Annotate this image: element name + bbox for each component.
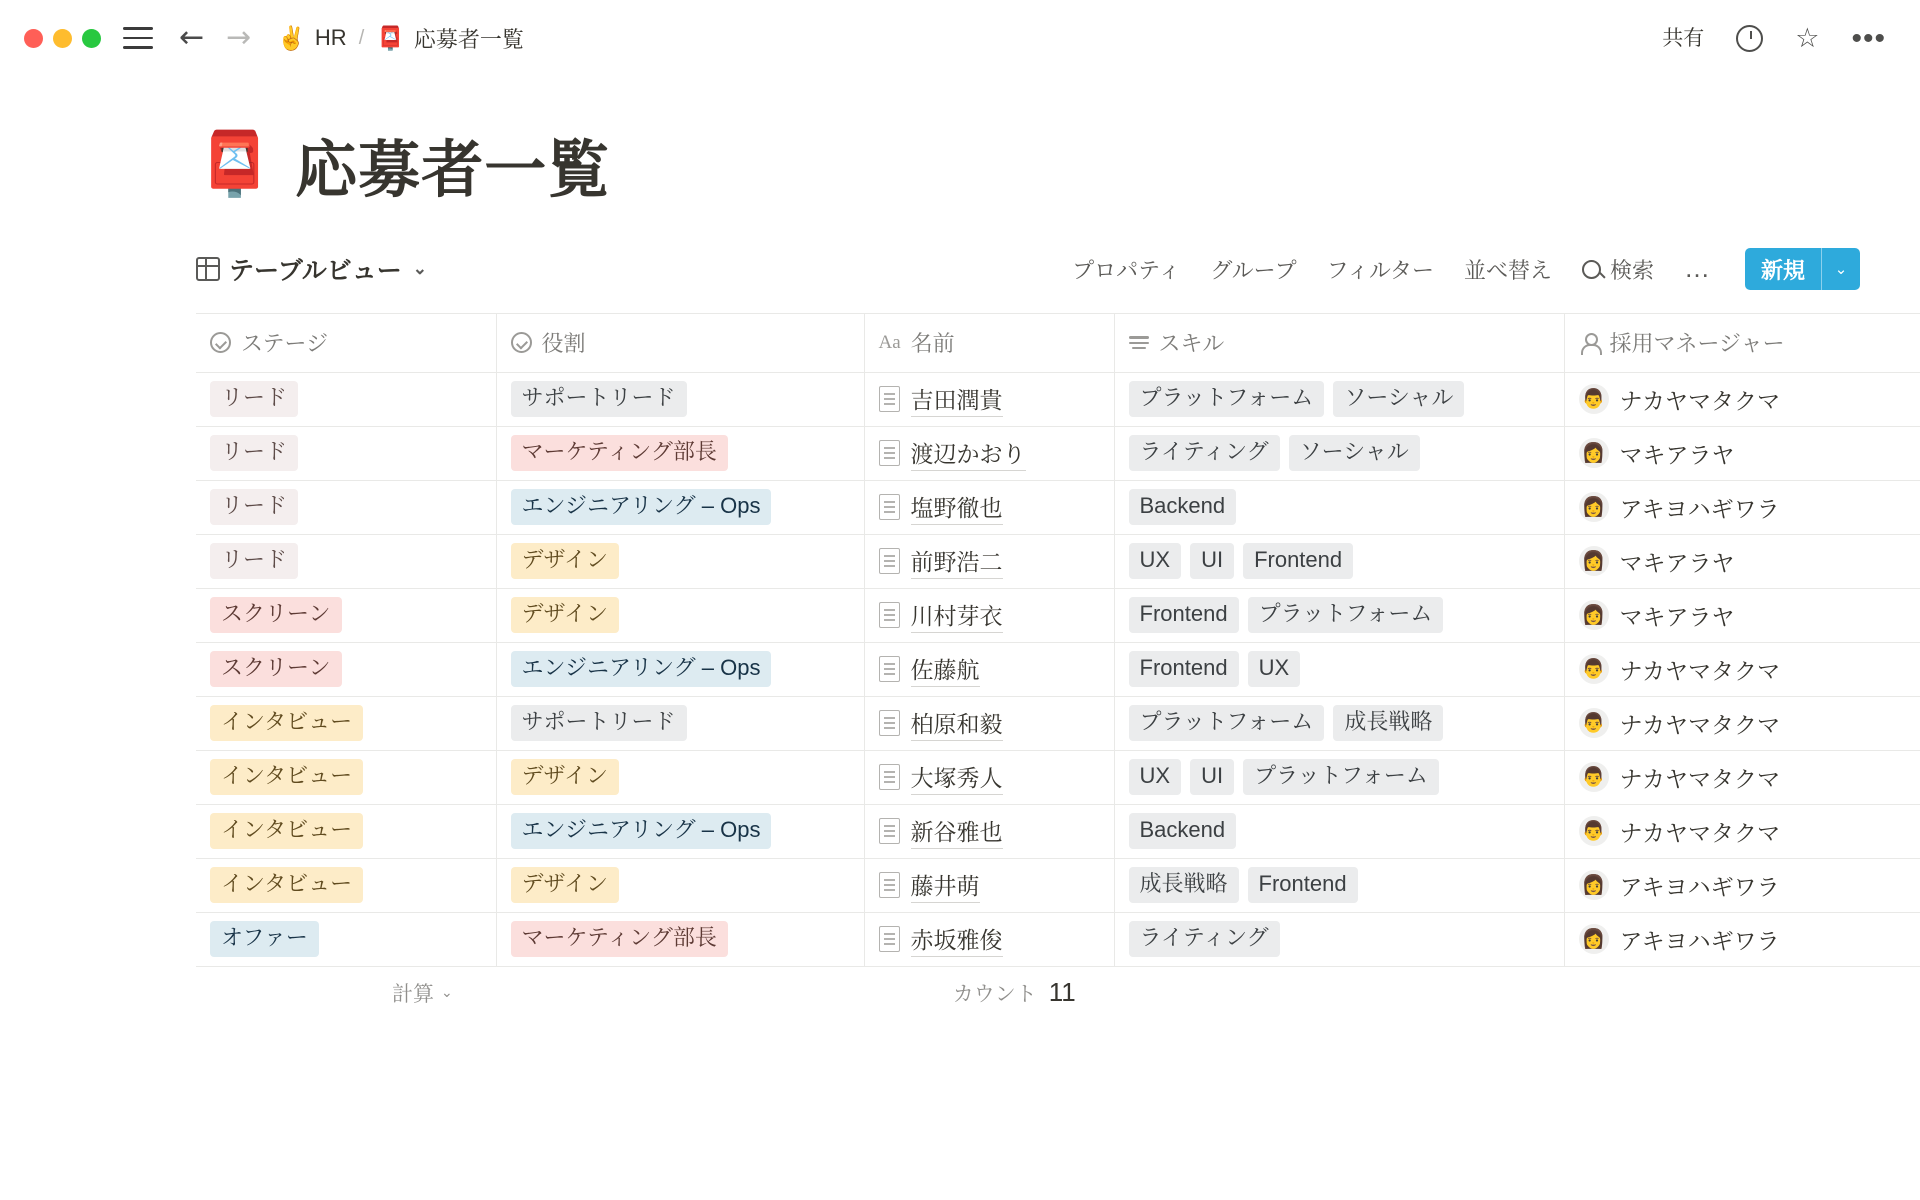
cell-name[interactable] [864, 804, 1114, 858]
view-name-label: テーブルビュー [229, 257, 402, 285]
cell-role[interactable] [496, 696, 864, 750]
skill-chip: Backend [1129, 813, 1237, 848]
manager-name-label: アキヨハギワラ [1619, 873, 1780, 900]
select-icon [210, 332, 231, 353]
stage-chip: インタビュー [210, 813, 363, 848]
person-chip [1579, 491, 1907, 524]
table-row[interactable] [196, 642, 1920, 696]
table-row[interactable] [196, 372, 1920, 426]
person-icon [1579, 332, 1600, 353]
person-chip [1579, 599, 1907, 632]
table-row[interactable] [196, 696, 1920, 750]
cell-skills[interactable] [1114, 480, 1564, 534]
cell-manager[interactable] [1564, 426, 1920, 480]
table-row[interactable] [196, 912, 1920, 966]
person-chip [1579, 383, 1907, 416]
person-chip [1579, 815, 1907, 848]
search-button[interactable] [1582, 254, 1654, 285]
tab-table-view[interactable] [196, 251, 427, 287]
table-row[interactable] [196, 858, 1920, 912]
skill-chip: プラットフォーム [1248, 597, 1444, 632]
name-label: 塩野徹也 [911, 490, 1003, 525]
row-count[interactable] [953, 977, 1076, 1008]
page-title-text[interactable]: 応募者一覧 [295, 136, 611, 205]
cell-role[interactable] [496, 588, 864, 642]
page-link[interactable] [879, 760, 1100, 795]
name-label: 大塚秀人 [911, 760, 1003, 795]
avatar: 👩 [1579, 600, 1609, 630]
table-grid-icon [196, 257, 220, 281]
manager-name-label: ナカヤマタクマ [1619, 819, 1781, 846]
stage-chip: スクリーン [210, 597, 342, 632]
skill-chip: Backend [1129, 489, 1237, 524]
cell-manager[interactable] [1564, 696, 1920, 750]
breadcrumb-separator: / [358, 26, 365, 49]
forward-arrow-icon[interactable]: → [226, 20, 252, 55]
page-link[interactable] [879, 598, 1100, 633]
column-header-label: 採用マネージャー [1609, 331, 1785, 357]
name-label: 藤井萌 [911, 868, 980, 903]
skill-chip: Frontend [1129, 597, 1239, 632]
cell-role[interactable] [496, 750, 864, 804]
group-button[interactable]: グループ [1210, 257, 1297, 283]
person-chip [1579, 707, 1907, 740]
skill-chip: プラットフォーム [1129, 705, 1325, 740]
select-icon [511, 332, 532, 353]
document-icon [879, 818, 900, 844]
person-chip [1579, 545, 1907, 578]
column-header-label: 名前 [910, 331, 955, 357]
avatar: 👩 [1579, 870, 1609, 900]
skill-chip-group [1129, 597, 1550, 632]
cell-manager[interactable] [1564, 534, 1920, 588]
cell-name[interactable] [864, 750, 1114, 804]
role-chip: エンジニアリング – Ops [511, 489, 772, 524]
cell-skills[interactable] [1114, 642, 1564, 696]
cell-skills[interactable] [1114, 534, 1564, 588]
manager-name-label: ナカヤマタクマ [1619, 711, 1781, 738]
cell-stage[interactable] [196, 372, 496, 426]
stage-chip: リード [210, 435, 298, 470]
cell-role[interactable] [496, 858, 864, 912]
filter-button[interactable]: フィルター [1326, 257, 1434, 283]
stage-chip: インタビュー [210, 867, 363, 902]
calculate-label: 計算 [392, 982, 434, 1006]
cell-manager[interactable] [1564, 750, 1920, 804]
skill-chip: ソーシャル [1333, 381, 1464, 416]
skill-chip: UX [1129, 759, 1182, 794]
cell-role[interactable] [496, 534, 864, 588]
breadcrumb [277, 23, 524, 54]
toolbar-actions [1072, 248, 1860, 290]
text-icon: Aa [878, 331, 901, 353]
column-header-manager[interactable] [1564, 314, 1920, 372]
cell-manager[interactable] [1564, 372, 1920, 426]
stage-chip: リード [210, 543, 298, 578]
view-toolbar [196, 247, 1920, 291]
role-chip: デザイン [511, 543, 619, 578]
person-chip [1579, 437, 1907, 470]
table-row[interactable] [196, 750, 1920, 804]
cell-name[interactable] [864, 588, 1114, 642]
column-header-role[interactable] [496, 314, 864, 372]
cell-manager[interactable] [1564, 642, 1920, 696]
cell-role[interactable] [496, 804, 864, 858]
sidebar-toggle-icon[interactable] [123, 27, 153, 49]
search-icon [1582, 260, 1601, 279]
skill-chip: UX [1129, 543, 1182, 578]
view-more-icon[interactable]: … [1683, 253, 1711, 284]
cell-name[interactable] [864, 858, 1114, 912]
cell-role[interactable] [496, 642, 864, 696]
cell-name[interactable] [864, 912, 1114, 966]
cell-skills[interactable] [1114, 426, 1564, 480]
chevron-down-icon: ⌄ [412, 259, 428, 278]
cell-name[interactable] [864, 426, 1114, 480]
cell-name[interactable] [864, 534, 1114, 588]
maximize-window-button[interactable] [82, 29, 101, 48]
skill-chip: UI [1190, 759, 1234, 794]
cell-stage[interactable] [196, 696, 496, 750]
manager-name-label: アキヨハギワラ [1619, 495, 1780, 522]
document-icon [879, 548, 900, 574]
cell-manager[interactable] [1564, 588, 1920, 642]
skill-chip: ライティング [1129, 435, 1280, 470]
peace-hand-icon: ✌️ [277, 24, 306, 51]
cell-stage[interactable] [196, 480, 496, 534]
role-chip: マーケティング部長 [511, 435, 728, 470]
skill-chip: 成長戦略 [1333, 705, 1443, 740]
cell-skills[interactable] [1114, 912, 1564, 966]
document-icon [879, 710, 900, 736]
cell-manager[interactable] [1564, 912, 1920, 966]
table-row[interactable] [196, 480, 1920, 534]
skill-chip: プラットフォーム [1243, 759, 1439, 794]
cell-stage[interactable] [196, 534, 496, 588]
star-icon[interactable]: ☆ [1795, 22, 1820, 53]
name-label: 新谷雅也 [911, 814, 1003, 849]
skill-chip: ライティング [1129, 921, 1280, 956]
skill-chip-group [1129, 543, 1550, 578]
stage-chip: スクリーン [210, 651, 342, 686]
name-label: 前野浩二 [911, 544, 1003, 579]
properties-button[interactable]: プロパティ [1072, 257, 1181, 283]
cell-manager[interactable] [1564, 480, 1920, 534]
cell-stage[interactable] [196, 426, 496, 480]
name-label: 佐藤航 [911, 652, 980, 687]
role-chip: エンジニアリング – Ops [511, 813, 772, 848]
table-row[interactable] [196, 426, 1920, 480]
column-header-name[interactable] [864, 314, 1114, 372]
cell-skills[interactable] [1114, 696, 1564, 750]
skill-chip: UX [1248, 651, 1301, 686]
avatar: 👩 [1579, 438, 1609, 468]
new-button[interactable] [1745, 248, 1860, 290]
skill-chip: UI [1190, 543, 1234, 578]
document-icon [879, 656, 900, 682]
chevron-down-icon: ⌄ [441, 984, 453, 1000]
back-arrow-icon[interactable]: ← [179, 20, 205, 55]
cell-role[interactable] [496, 426, 864, 480]
avatar: 👨 [1579, 816, 1609, 846]
skill-chip: ソーシャル [1289, 435, 1420, 470]
stage-chip: リード [210, 381, 298, 416]
skill-chip-group [1129, 435, 1550, 470]
page-link[interactable] [879, 490, 1100, 525]
cell-skills[interactable] [1114, 372, 1564, 426]
stage-chip: リード [210, 489, 298, 524]
column-header-stage[interactable] [196, 314, 496, 372]
cell-skills[interactable] [1114, 750, 1564, 804]
manager-name-label: マキアラヤ [1619, 603, 1735, 630]
more-dots-icon[interactable]: ••• [1851, 21, 1886, 55]
page-title [0, 76, 1920, 209]
document-icon [879, 386, 900, 412]
manager-name-label: マキアラヤ [1619, 441, 1735, 468]
document-icon [879, 926, 900, 952]
manager-name-label: アキヨハギワラ [1619, 927, 1780, 954]
column-header-label: スキル [1158, 331, 1225, 357]
manager-name-label: ナカヤマタクマ [1619, 657, 1781, 684]
name-label: 吉田潤貴 [911, 382, 1003, 417]
cell-role[interactable] [496, 480, 864, 534]
skill-chip: プラットフォーム [1129, 381, 1325, 416]
page-link[interactable] [879, 868, 1100, 903]
stage-chip: オファー [210, 921, 319, 956]
person-chip [1579, 761, 1907, 794]
page-content [0, 76, 1920, 1019]
page-link[interactable] [879, 706, 1100, 741]
role-chip: マーケティング部長 [511, 921, 728, 956]
name-label: 柏原和毅 [911, 706, 1003, 741]
page-link[interactable] [879, 544, 1100, 579]
minimize-window-button[interactable] [53, 29, 72, 48]
avatar: 👩 [1579, 546, 1609, 576]
close-window-button[interactable] [24, 29, 43, 48]
role-chip: デザイン [511, 759, 619, 794]
cell-stage[interactable] [196, 588, 496, 642]
breadcrumb-item-workspace[interactable] [277, 25, 346, 51]
avatar: 👨 [1579, 654, 1609, 684]
skill-chip-group [1129, 651, 1550, 686]
skill-chip: Frontend [1129, 651, 1239, 686]
skill-chip: 成長戦略 [1129, 867, 1239, 902]
skill-chip-group [1129, 381, 1550, 416]
stage-chip: インタビュー [210, 759, 363, 794]
avatar: 👩 [1579, 924, 1609, 954]
cell-stage[interactable] [196, 642, 496, 696]
manager-name-label: ナカヤマタクマ [1619, 387, 1781, 414]
manager-name-label: マキアラヤ [1619, 549, 1735, 576]
breadcrumb-item-page[interactable] [376, 23, 524, 54]
name-label: 渡辺かおり [911, 436, 1026, 471]
stage-chip: インタビュー [210, 705, 363, 740]
role-chip: デザイン [511, 597, 619, 632]
breadcrumb-page-label: 応募者一覧 [413, 26, 524, 52]
manager-name-label: ナカヤマタクマ [1619, 765, 1781, 792]
table-row[interactable] [196, 588, 1920, 642]
name-label: 川村芽衣 [911, 598, 1003, 633]
sort-button[interactable]: 並べ替え [1463, 257, 1552, 283]
role-chip: デザイン [511, 867, 619, 902]
column-header-label: 役割 [541, 331, 586, 357]
role-chip: サポートリード [511, 705, 687, 740]
cell-name[interactable] [864, 696, 1114, 750]
skill-chip: Frontend [1248, 867, 1358, 902]
avatar: 👨 [1579, 384, 1609, 414]
cell-name[interactable] [864, 480, 1114, 534]
document-icon [879, 872, 900, 898]
person-chip [1579, 923, 1907, 956]
breadcrumb-workspace-label: HR [314, 25, 347, 50]
role-chip: エンジニアリング – Ops [511, 651, 772, 686]
avatar: 👩 [1579, 492, 1609, 522]
table-row[interactable] [196, 804, 1920, 858]
search-label: 検索 [1609, 257, 1654, 283]
skill-chip-group [1129, 867, 1550, 902]
document-icon [879, 494, 900, 520]
column-header-label: ステージ [241, 331, 329, 357]
traffic-lights [24, 29, 101, 48]
name-label: 赤坂雅俊 [911, 922, 1003, 957]
cell-skills[interactable] [1114, 858, 1564, 912]
table-header-row [196, 314, 1920, 372]
skill-chip-group [1129, 813, 1550, 848]
postbox-icon: 📮 [376, 24, 405, 51]
count-value: 11 [1048, 977, 1076, 1007]
column-header-skill[interactable] [1114, 314, 1564, 372]
skill-chip: Frontend [1243, 543, 1353, 578]
cell-name[interactable] [864, 372, 1114, 426]
titlebar-actions [1662, 21, 1886, 55]
calculate-button[interactable] [392, 978, 453, 1008]
new-button-chevron-down-icon[interactable]: ⌄ [1834, 261, 1848, 278]
page-link[interactable] [879, 652, 1100, 687]
multiselect-icon [1129, 336, 1149, 349]
person-chip [1579, 869, 1907, 902]
cell-skills[interactable] [1114, 588, 1564, 642]
cell-skills[interactable] [1114, 804, 1564, 858]
person-chip [1579, 653, 1907, 686]
cell-stage[interactable] [196, 750, 496, 804]
window-titlebar [0, 0, 1920, 76]
document-icon [879, 602, 900, 628]
new-button-label: 新規 [1760, 257, 1805, 283]
cell-stage[interactable] [196, 858, 496, 912]
share-button[interactable]: 共有 [1662, 26, 1705, 50]
page-link[interactable] [879, 814, 1100, 849]
cell-role[interactable] [496, 372, 864, 426]
document-icon [879, 440, 900, 466]
skill-chip-group [1129, 489, 1550, 524]
count-label: カウント [952, 983, 1037, 1006]
table-footer [196, 967, 1920, 1019]
database-table [196, 313, 1920, 967]
cell-stage[interactable] [196, 804, 496, 858]
cell-stage[interactable] [196, 912, 496, 966]
page-link[interactable] [879, 922, 1100, 957]
page-link[interactable] [879, 382, 1100, 417]
avatar: 👨 [1579, 708, 1609, 738]
postbox-icon[interactable]: 📮 [196, 129, 274, 199]
role-chip: サポートリード [511, 381, 687, 416]
skill-chip-group [1129, 921, 1550, 956]
avatar: 👨 [1579, 762, 1609, 792]
cell-manager[interactable] [1564, 804, 1920, 858]
document-icon [879, 764, 900, 790]
skill-chip-group [1129, 705, 1550, 740]
skill-chip-group [1129, 759, 1550, 794]
table-row[interactable] [196, 534, 1920, 588]
clock-icon[interactable] [1736, 25, 1763, 52]
page-link[interactable] [879, 436, 1100, 471]
cell-role[interactable] [496, 912, 864, 966]
cell-manager[interactable] [1564, 858, 1920, 912]
cell-name[interactable] [864, 642, 1114, 696]
